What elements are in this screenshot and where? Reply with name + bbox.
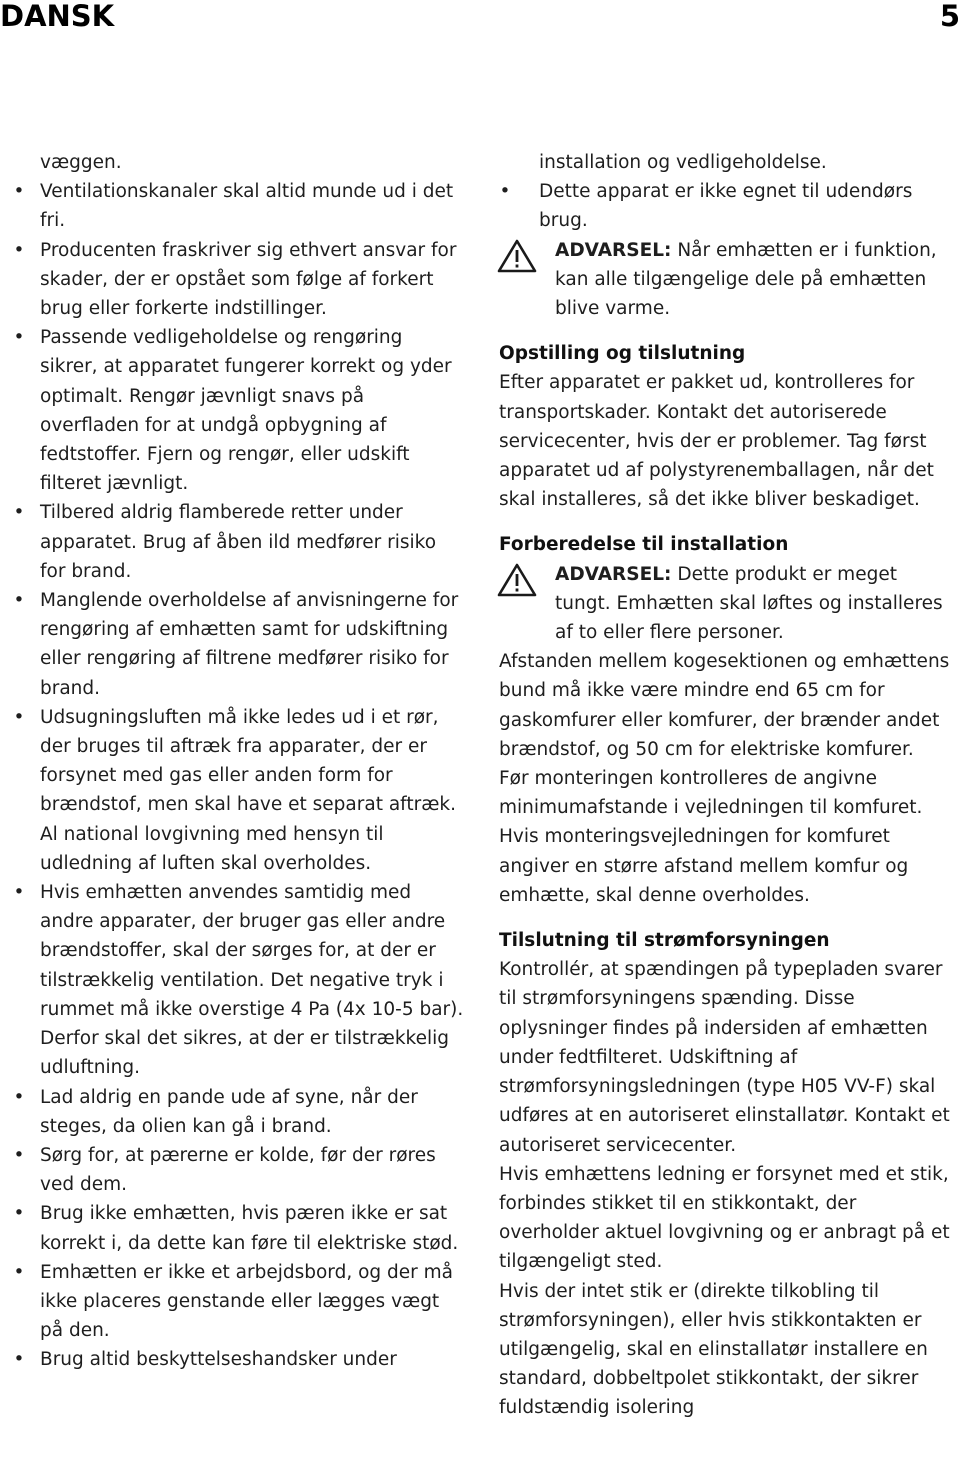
list-item: • Emhætten er ikke et arbejdsbord, og der må ikke placeres genstande eller lægges vægt på den. xyxy=(13,1258,465,1346)
list-item: • Hvis emhætten anvendes samtidig med andre apparater, der bruger gas eller andre brændstoffer, skal der sørges for, at der er tilstrækkelig ventilation. Det negative tryk i rummet må ikke overstige 4 Pa (4x 10-5 bar). Derfor skal det sikres, at der er tilstrækkelig udluftning. xyxy=(13,878,465,1082)
list-item: • Tilbered aldrig flamberede retter under apparatet. Brug af åben ild medfører risiko for brand. xyxy=(13,498,465,586)
section-heading-power-supply: Tilslutning til strømforsyningen xyxy=(499,930,830,952)
continuation-text: installation og vedligeholdelse. xyxy=(539,152,827,173)
right-column xyxy=(499,148,954,1423)
safety-bullet-list xyxy=(13,177,465,1374)
bullet-icon: • xyxy=(13,1261,25,1283)
list-item: • Udsugningsluften må ikke ledes ud i et rør, der bruges til aftræk fra apparater, der er forsynet med gas eller anden form for brændstof, men skal have et separat aftræk. Al national lovgivning med hensyn til udledning af luften skal overholdes. xyxy=(13,703,465,878)
list-item: • Brug ikke emhætten, hvis pæren ikke er sat korrekt i, da dette kan føre til elektriske stød. xyxy=(13,1199,465,1257)
left-column xyxy=(13,148,465,1375)
warning-triangle-icon xyxy=(497,239,537,273)
list-item: • Manglende overholdelse af anvisningerne for rengøring af emhætten samt for udskiftning eller rengøring af filtrene medfører risiko for brand. xyxy=(13,586,465,703)
bullet-icon: • xyxy=(13,882,25,904)
warning-hot-parts xyxy=(499,236,954,324)
warning-text: Når emhætten er i funktion, kan alle tilgængelige dele på emhætten blive varme. xyxy=(555,239,937,320)
bullet-icon: • xyxy=(13,1144,25,1166)
list-item: • Passende vedligeholdelse og rengøring sikrer, at apparatet fungerer korrekt og yder optimalt. Rengør jævnligt snavs på overfladen for at undgå opbygning af fedtstoffer. Fjern og rengør, eller udskift filteret jævnligt. xyxy=(13,323,465,498)
bullet-icon: • xyxy=(13,502,25,524)
continuation-text: væggen. xyxy=(40,152,122,173)
section-heading-installation: Opstilling og tilslutning xyxy=(499,343,746,365)
bullet-icon: • xyxy=(13,1203,25,1225)
page-header xyxy=(0,0,960,34)
warning-triangle-icon xyxy=(497,563,537,597)
safety-bullet-list xyxy=(499,177,954,235)
section-paragraph: Kontrollér, at spændingen på typepladen svarer til strømforsyningens spænding. Disse oplysninger findes på indersiden af emhætten under fedtfilteret. Udskiftning af strømforsyningsledningen (type H05 VV-F) skal udføres at en autoriseret elinstallatør. Kontakt et autoriseret servicecenter. xyxy=(499,959,950,1156)
section-heading-preparation: Forberedelse til installation xyxy=(499,534,789,556)
bullet-icon: • xyxy=(13,590,25,612)
warning-label: ADVARSEL: xyxy=(555,563,672,585)
bullet-icon: • xyxy=(13,181,25,203)
warning-label: ADVARSEL: xyxy=(555,239,672,261)
section-paragraph: Hvis emhættens ledning er forsynet med et stik, forbindes stikket til en stikkontakt, der overholder aktuel lovgivning og er anbragt på et tilgængeligt sted. xyxy=(499,1163,950,1273)
warning-heavy-product xyxy=(499,560,954,648)
section-paragraph: Før monteringen kontrolleres de angivne minimumafstande i vejledningen til komfuret. Hvis monteringsvejledningen for komfuret angiver en større afstand mellem komfur og emhætte, skal denne overholdes. xyxy=(499,768,923,906)
bullet-icon: • xyxy=(13,1349,25,1371)
bullet-icon: • xyxy=(13,239,25,261)
bullet-icon: • xyxy=(13,706,25,728)
bullet-icon: • xyxy=(499,181,511,203)
bullet-icon: • xyxy=(13,1086,25,1108)
list-item: • Sørg for, at pærerne er kolde, før der røres ved dem. xyxy=(13,1141,465,1199)
language-label: DANSK xyxy=(0,0,115,33)
list-item: • Brug altid beskyttelseshandsker under xyxy=(13,1345,465,1374)
warning-text: Dette produkt er meget tungt. Emhætten skal løftes og installeres af to eller flere personer. xyxy=(555,563,943,644)
list-item: • Dette apparat er ikke egnet til udendørs brug. xyxy=(499,177,954,235)
section-paragraph: Hvis der intet stik er (direkte tilkobling til strømforsyningen), eller hvis stikkontakten er utilgængelig, skal en elinstallatør installere en standard, dobbeltpolet stikkontakt, der sikrer fuldstændig isolering xyxy=(499,1280,928,1419)
section-text: Efter apparatet er pakket ud, kontrolleres for transportskader. Kontakt det autoriserede servicecenter, hvis der er problemer. Tag først apparatet ud af polystyrenemballagen, når det skal installeres, så det ikke bliver beskadiget. xyxy=(499,372,934,511)
section-paragraph: Afstanden mellem kogesektionen og emhættens bund må ikke være mindre end 65 cm for gaskomfurer eller komfurer, der brænder andet brændstof, og 50 cm for elektriske komfurer. xyxy=(499,651,950,760)
list-item: • Lad aldrig en pande ude af syne, når der steges, da olien kan gå i brand. xyxy=(13,1083,465,1141)
page-number: 5 xyxy=(939,0,960,33)
bullet-icon: • xyxy=(13,327,25,349)
list-item: • Producenten fraskriver sig ethvert ansvar for skader, der er opstået som følge af forkert brug eller forkerte indstillinger. xyxy=(13,236,465,324)
list-item: • Ventilationskanaler skal altid munde ud i det fri. xyxy=(13,177,465,235)
